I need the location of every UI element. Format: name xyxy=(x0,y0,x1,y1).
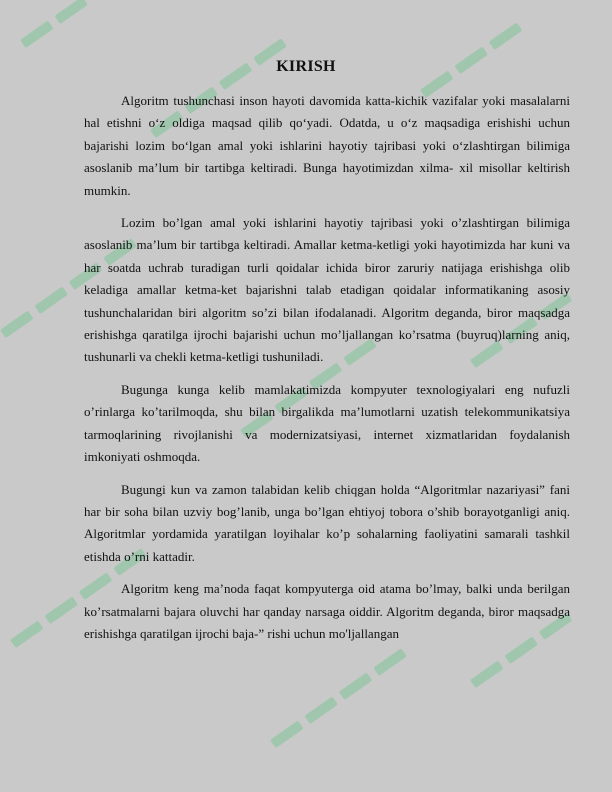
paragraph: Bugunga kunga kelib mamlakatimizda kompyuter texnologiyalari eng nufuzli o’rinlarga ko’tarilmoqda, shu bilan birgalikda ma’lumotlarni uzatish telekommunikatsiya tarmoqlarining rivojlanishi va modernizatsiyasi, internet xizmatlaridan foydalanish imkoniyati oshmoqda. xyxy=(84,381,570,465)
paragraph: Algoritm tushunchasi inson hayoti davomida katta-kichik vazifalar yoki masalalarni hal etishni o‘z oldiga maqsad qilib qo‘yadi. Odatda, u o‘z maqsadiga erishishi uchun bajarishi lozim bo‘lgan amal yoki ishlarini hayotiy tajribasi yoki o‘zlashtirgan bilimiga asoslanib ma’lum bir tartibga keltiradi. Bunga hayotimizdan xilma- xil misollar keltirish mumkin. xyxy=(84,93,570,198)
paragraph: Algoritm keng ma’noda faqat kompyuterga oid atama bo’lmay, balki unda berilgan ko’rsatmalarni bajara oluvchi har qanday narsaga oiddir. Algoritm deganda, biror maqsadga erishishga qaratilgan ijrochi baja-” rishi uchun mo'ljallangan xyxy=(84,581,570,641)
paragraph: Lozim bo’lgan amal yoki ishlarini hayotiy tajribasi yoki o’zlashtirgan bilimiga asoslanib ma’lum bir tartibga keltiradi. Amallar ketma-ketligi yoki hayotimizda har kuni va har soatda uchrab turadigan turli qoidalar ichida biror zaruriy natijaga erishishga olib keladiga amallar ketma-ket bajarishni talab etadigan qoidalar informatikaning asosiy tushunchalaridan biri algoritm so’zi bilan ifodalanadi. Algoritm deganda, biror maqsadga erishishga qaratilga ijrochi bajarishi uchun mo’ljallangan ko’rsatma (buyruq)larning aniq, tushunarli va chekli ketma-ketligi tushuniladi. xyxy=(84,215,570,365)
paragraph: Bugungi kun va zamon talabidan kelib chiqgan holda “Algoritmlar nazariyasi” fani har bir soha bilan uzviy bog’lanib, unga bo’lgan ehtiyoj tobora o’shib borayotganligi aniq. Algoritmlar yordamida yaratilgan loyihalar ko’p sohalarning faoliyatini samarali tashkil etishda o’rni kattadir. xyxy=(84,481,570,564)
document-body xyxy=(84,90,570,655)
page-title: KIRISH xyxy=(276,58,336,75)
